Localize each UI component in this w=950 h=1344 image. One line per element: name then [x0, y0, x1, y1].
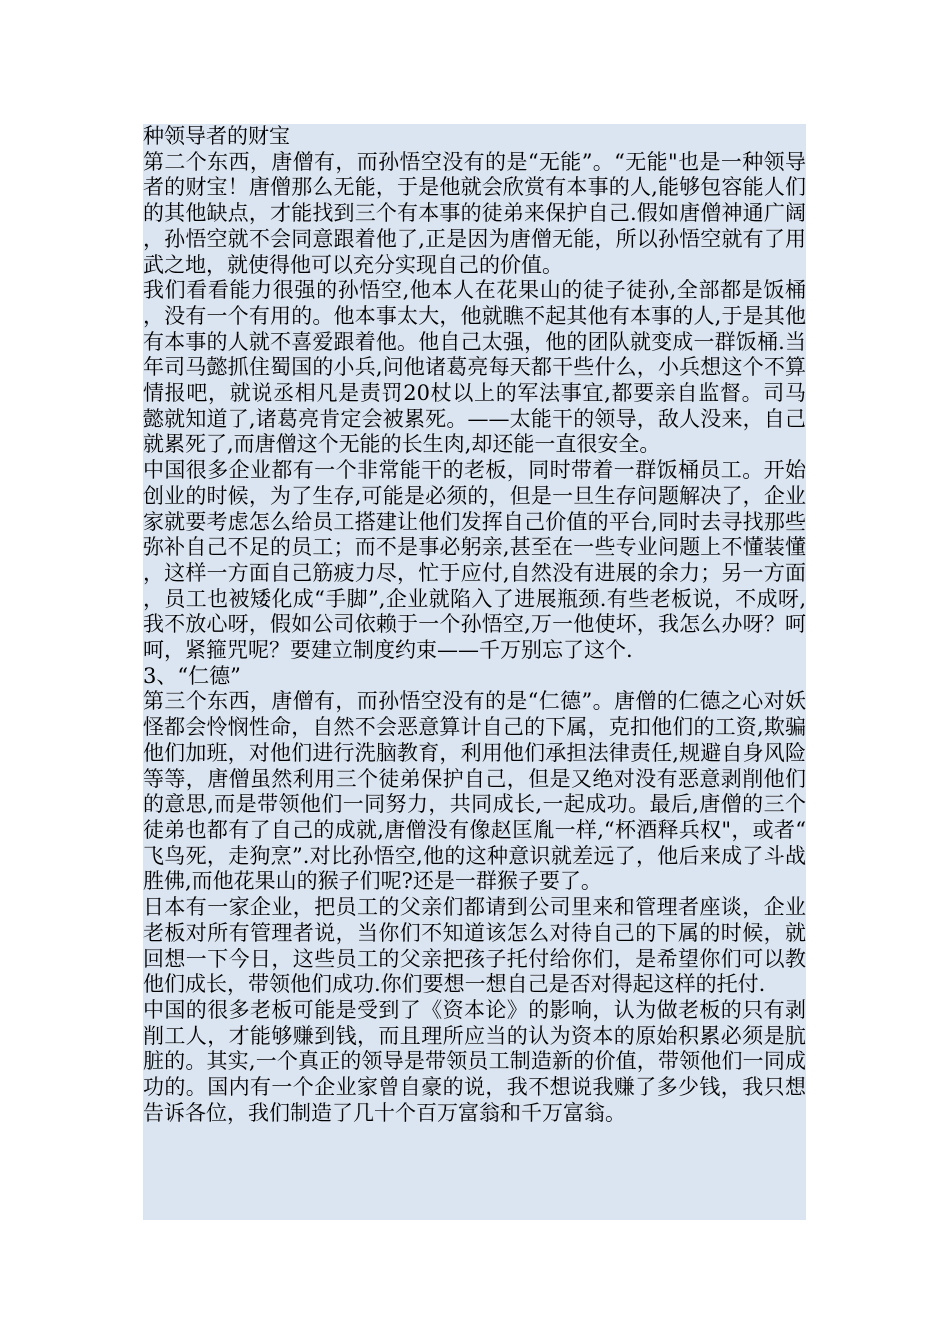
paragraph-sun-wukong-team: 我们看看能力很强的孙悟空,他本人在花果山的徒子徒孙,全部都是饭桶，没有一个有用的。他本事太大，他就瞧不起其他有本事的人,于是其他有本事的人就不喜爱跟着他。他自己太强，他的团队就变成一群饭桶.当年司马懿抓住蜀国的小兵,问他诸葛亮每天都干些什么，小兵想这个不算情报吧，就说丞相凡是责罚20杖以上的军法事宜,都要亲自监督。司马懿就知道了,诸葛亮肯定会被累死。——太能干的领导，敌人没来，自己就累死了,而唐僧这个无能的长生肉,却还能一直很安全。: [143, 278, 806, 457]
paragraph-japanese-company: 日本有一家企业，把员工的父亲们都请到公司里来和管理者座谈，企业老板对所有管理者说，当你们不知道该怎么对待自己的下属的时候，就回想一下今日，这些员工的父亲把孩子托付给你们，是希望你们可以教他们成长，带领他们成功.你们要想一想自己是否对得起这样的托付.: [143, 895, 806, 997]
paragraph-incompetence: 第二个东西，唐僧有，而孙悟空没有的是“无能”。“无能"也是一种领导者的财宝！唐僧那么无能，于是他就会欣赏有本事的人,能够包容能人们的其他缺点，才能找到三个有本事的徒弟来保护自己.假如唐僧神通广阔，孙悟空就不会同意跟着他了,正是因为唐僧无能，所以孙悟空就有了用武之地，就使得他可以充分实现自己的价值。: [143, 149, 806, 277]
paragraph-capital-theory: 中国的很多老板可能是受到了《资本论》的影响，认为做老板的只有剥削工人，才能够赚到钱，而且理所应当的认为资本的原始积累必须是肮脏的。其实,一个真正的领导是带领员工制造新的价值，带领他们一同成功的。国内有一个企业家曾自豪的说，我不想说我赚了多少钱，我只想告诉各位，我们制造了几十个百万富翁和千万富翁。: [143, 997, 806, 1125]
section-heading-virtue: 3、“仁德”: [143, 663, 241, 688]
paragraph-chinese-enterprises: 中国很多企业都有一个非常能干的老板，同时带着一群饭桶员工。开始创业的时候，为了生存,可能是必须的，但是一旦生存问题解决了，企业家就要考虑怎么给员工搭建让他们发挥自己价值的平台,同时去寻找那些弥补自己不足的员工；而不是事必躬亲,甚至在一些专业问题上不懂装懂，这样一方面自己筋疲力尽，忙于应付,自然没有进展的余力；另一方面，员工也被矮化成“手脚”,企业就陷入了进展瓶颈.有些老板说，不成呀,我不放心呀，假如公司依赖于一个孙悟空,万一他使坏，我怎么办呀？呵呵，紧箍咒呢？要建立制度约束——千万别忘了这个.: [143, 458, 806, 663]
document-text-block: [143, 124, 806, 1220]
paragraph-heading-fragment: 种领导者的财宝: [143, 124, 290, 148]
paragraph-virtue: 第三个东西，唐僧有，而孙悟空没有的是“仁德”。唐僧的仁德之心对妖怪都会怜悯性命，自然不会恶意算计自己的下属，克扣他们的工资,欺骗他们加班，对他们进行洗脑教育，利用他们承担法律责任,规避自身风险等等，唐僧虽然利用三个徒弟保护自己，但是又绝对没有恶意剥削他们的意思,而是带领他们一同努力，共同成长,一起成功。最后,唐僧的三个徒弟也都有了自己的成就,唐僧没有像赵匡胤一样,“杯酒释兵权"，或者“飞鸟死，走狗烹”.对比孙悟空,他的这种意识就差远了，他后来成了斗战胜佛,而他花果山的猴子们呢?还是一群猴子要了。: [143, 689, 806, 894]
